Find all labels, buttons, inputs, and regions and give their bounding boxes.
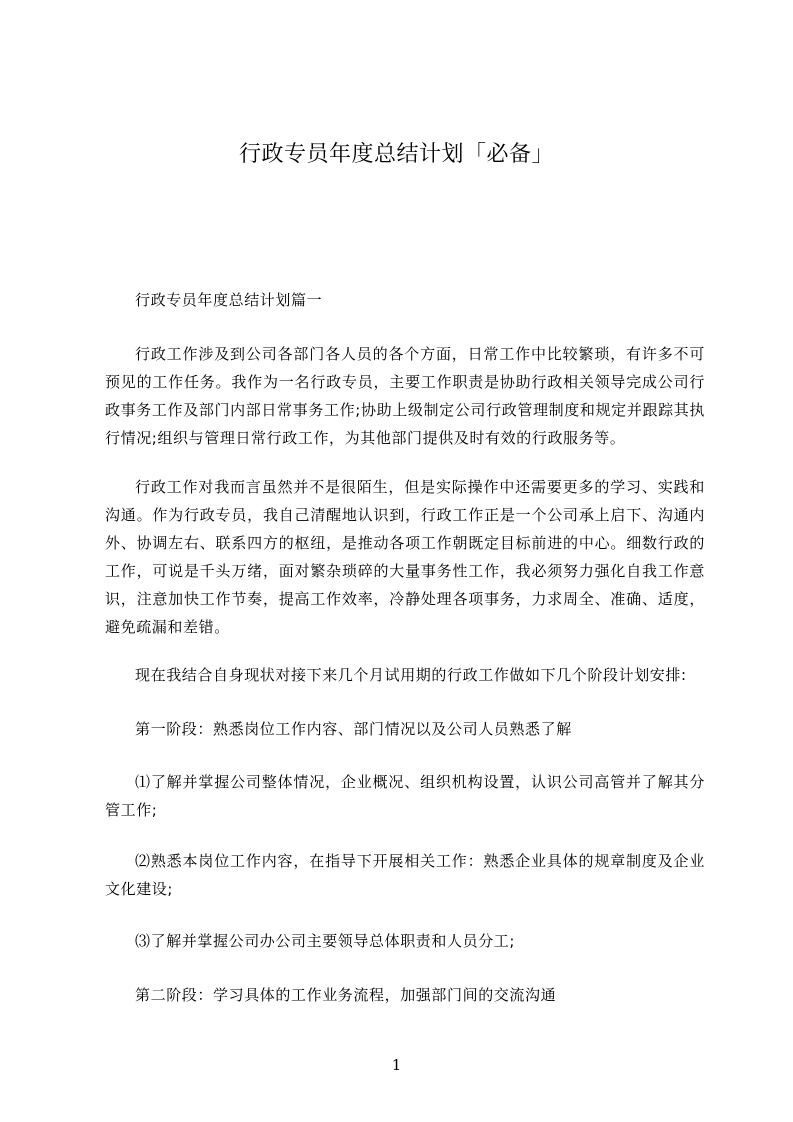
paragraph-plan-intro: 现在我结合自身现状对接下来几个月试用期的行政工作做如下几个阶段计划安排: (135, 666, 687, 684)
page-number: 1 (391, 1056, 402, 1074)
paragraph-duties: 行政工作涉及到公司各部门各人员的各个方面，日常工作中比较繁琐，有许多不可预见的工作任务。我作为一名行政专员，主要工作职责是协助行政相关领导完成公司行政事务工作及部门内部日常事务工作;协助上级制定公司行政管理制度和规定并跟踪其执行情况;组织与管理日常行政工作，为其他部门提供及时有效的行政服务等。 (105, 345, 705, 447)
stage-one-heading: 第一阶段：熟悉岗位工作内容、部门情况以及公司人员熟悉了解 (135, 720, 572, 738)
section-heading: 行政专员年度总结计划篇一 (135, 291, 323, 309)
stage-one-item-1: ⑴了解并掌握公司整体情况，企业概况、组织机构设置，认识公司高管并了解其分管工作; (105, 773, 705, 819)
stage-one-item-2: ⑵熟悉本岗位工作内容，在指导下开展相关工作：熟悉企业具体的规章制度及企业文化建设; (105, 852, 705, 898)
paragraph-understanding: 行政工作对我而言虽然并不是很陌生，但是实际操作中还需要更多的学习、实践和沟通。作为行政专员，我自己清醒地认识到，行政工作正是一个公司承上启下、沟通内外、协调左右、联系四方的枢纽，是推动各项工作朝既定目标前进的中心。细数行政的工作，可说是千头万绪，面对繁杂琐碎的大量事务性工作，我必须努力强化自我工作意识，注意加快工作节奏，提高工作效率，冷静处理各项事务，力求周全、准确、适度，避免疏漏和差错。 (105, 478, 705, 636)
stage-one-item-3: ⑶了解并掌握公司办公司主要领导总体职责和人员分工; (135, 932, 516, 950)
stage-two-heading: 第二阶段：学习具体的工作业务流程，加强部门间的交流沟通 (135, 986, 557, 1004)
document-title: 行政专员年度总结计划「必备」 (238, 142, 554, 167)
